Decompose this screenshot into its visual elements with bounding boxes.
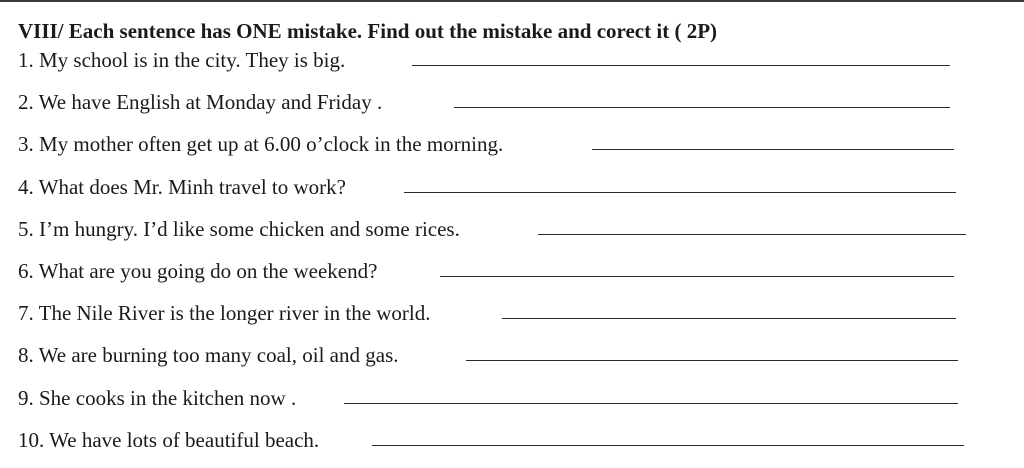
top-border-line	[0, 0, 1024, 2]
question-text-6: 6. What are you going do on the weekend?	[18, 258, 378, 283]
question-text-1: 1. My school is in the city. They is big.	[18, 48, 346, 72]
question-text-3: 3. My mother often get up at 6.00 o’clock in the morning.	[18, 132, 504, 157]
question-item-10	[18, 426, 1018, 468]
question-list	[18, 46, 1018, 468]
question-text-9: 9. She cooks in the kitchen now .	[18, 385, 297, 410]
question-item-8	[18, 341, 1018, 383]
answer-blank-8[interactable]	[466, 360, 958, 361]
question-text-5: 5. I’m hungry. I’d like some chicken and some rices.	[18, 216, 460, 241]
answer-blank-5[interactable]	[538, 234, 966, 235]
question-item-1	[18, 46, 1018, 88]
answer-blank-4[interactable]	[404, 192, 956, 193]
question-item-7	[18, 299, 1018, 341]
answer-blank-3[interactable]	[592, 149, 954, 150]
answer-blank-2[interactable]	[454, 107, 950, 108]
question-text-2: 2. We have English at Monday and Friday .	[18, 90, 383, 115]
question-text-7: 7. The Nile River is the longer river in the world.	[18, 301, 431, 326]
question-text-8: 8. We are burning too many coal, oil and gas.	[18, 343, 399, 368]
answer-blank-9[interactable]	[344, 403, 958, 404]
question-item-4	[18, 173, 1018, 215]
question-item-3	[18, 130, 1018, 172]
question-item-9	[18, 384, 1018, 426]
question-item-2	[18, 88, 1018, 130]
question-text-10: 10. We have lots of beautiful beach.	[18, 427, 320, 452]
question-item-5	[18, 215, 1018, 257]
answer-blank-10[interactable]	[372, 445, 964, 446]
answer-blank-7[interactable]	[502, 318, 956, 319]
answer-blank-6[interactable]	[440, 276, 954, 277]
question-item-6	[18, 257, 1018, 299]
answer-blank-1[interactable]	[412, 65, 950, 66]
question-text-4: 4. What does Mr. Minh travel to work?	[18, 174, 346, 199]
exercise-heading: VIII/ Each sentence has ONE mistake. Find out the mistake and corect it ( 2P)	[18, 19, 718, 43]
